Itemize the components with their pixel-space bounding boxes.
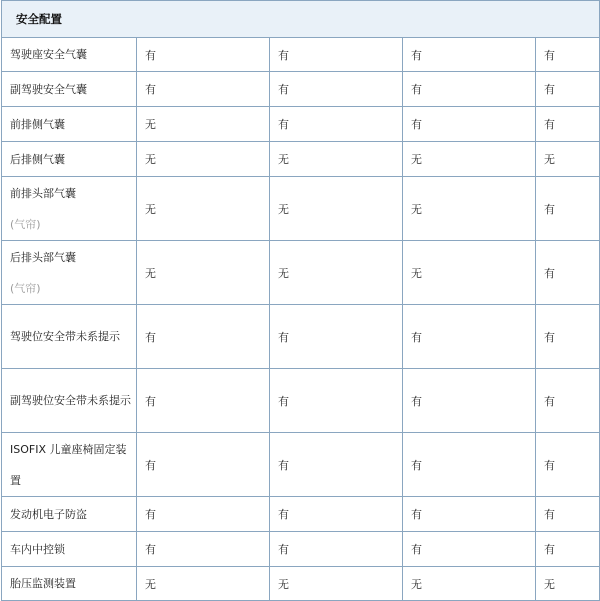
feature-name: 副驾驶位安全带未系提示	[10, 394, 131, 407]
value-cell: 有	[137, 305, 270, 369]
value-cell: 有	[403, 532, 536, 567]
value-cell: 无	[137, 177, 270, 241]
value-cell: 无	[270, 142, 403, 177]
value-cell: 有	[137, 532, 270, 567]
value-cell: 有	[536, 38, 600, 72]
table-row	[2, 241, 600, 305]
value-cell: 有	[536, 497, 600, 532]
feature-name-cell	[2, 305, 137, 369]
value-cell: 有	[536, 532, 600, 567]
value-cell: 有	[270, 532, 403, 567]
feature-name-cell	[2, 497, 137, 532]
feature-name-cell	[2, 567, 137, 601]
value-cell: 有	[270, 369, 403, 433]
value-cell: 无	[403, 241, 536, 305]
table-row	[2, 433, 600, 497]
value-cell: 有	[403, 497, 536, 532]
value-cell: 有	[403, 72, 536, 107]
section-title: 安全配置	[2, 1, 600, 38]
feature-name: 驾驶位安全带未系提示	[10, 330, 120, 343]
value-cell: 有	[403, 433, 536, 497]
value-cell: 有	[403, 107, 536, 142]
value-cell: 有	[270, 38, 403, 72]
feature-name: 后排侧气囊	[10, 152, 65, 166]
feature-name: 后排头部气囊	[10, 250, 76, 264]
value-cell: 有	[403, 305, 536, 369]
feature-name: 胎压监测装置	[10, 577, 76, 590]
value-cell: 有	[137, 72, 270, 107]
value-cell: 有	[403, 369, 536, 433]
value-cell: 无	[270, 177, 403, 241]
value-cell: 有	[536, 433, 600, 497]
table-row	[2, 305, 600, 369]
value-cell: 有	[270, 72, 403, 107]
feature-name-cell	[2, 433, 137, 497]
feature-name: 车内中控锁	[10, 542, 65, 556]
value-cell: 有	[403, 38, 536, 72]
table-row	[2, 497, 600, 532]
feature-name-cell	[2, 142, 137, 177]
value-cell: 无	[536, 142, 600, 177]
value-cell: 无	[270, 241, 403, 305]
feature-name-cell	[2, 72, 137, 107]
feature-name: 前排侧气囊	[10, 117, 65, 131]
feature-name-cell	[2, 532, 137, 567]
table-row	[2, 177, 600, 241]
table-row	[2, 38, 600, 72]
value-cell: 有	[536, 305, 600, 369]
feature-name: 前排头部气囊	[10, 186, 76, 200]
value-cell: 有	[137, 369, 270, 433]
value-cell: 无	[270, 567, 403, 601]
value-cell: 有	[536, 177, 600, 241]
value-cell: 有	[270, 305, 403, 369]
value-cell: 有	[137, 38, 270, 72]
value-cell: 有	[536, 107, 600, 142]
table-row	[2, 142, 600, 177]
value-cell: 无	[137, 241, 270, 305]
section-header-row	[2, 1, 600, 38]
value-cell: 无	[536, 567, 600, 601]
value-cell: 无	[137, 567, 270, 601]
feature-name: 驾驶座安全气囊	[10, 48, 87, 61]
feature-name: 副驾驶安全气囊	[10, 82, 87, 96]
value-cell: 无	[403, 567, 536, 601]
value-cell: 无	[137, 107, 270, 142]
table-row	[2, 532, 600, 567]
feature-name-cell	[2, 241, 137, 305]
value-cell: 有	[536, 241, 600, 305]
value-cell: 有	[270, 107, 403, 142]
feature-note: (气帘)	[10, 281, 41, 295]
feature-name: ISOFIX 儿童座椅固定装置	[10, 442, 127, 487]
value-cell: 有	[536, 72, 600, 107]
safety-config-table-container	[1, 0, 599, 601]
table-row	[2, 369, 600, 433]
value-cell: 有	[270, 497, 403, 532]
feature-name: 发动机电子防盗	[10, 507, 87, 521]
table-row	[2, 72, 600, 107]
table-row	[2, 107, 600, 142]
value-cell: 无	[403, 142, 536, 177]
value-cell: 有	[137, 433, 270, 497]
value-cell: 有	[270, 433, 403, 497]
value-cell: 无	[137, 142, 270, 177]
table-row	[2, 567, 600, 601]
value-cell: 有	[137, 497, 270, 532]
safety-config-table	[1, 0, 600, 601]
value-cell: 有	[536, 369, 600, 433]
table-body	[2, 38, 600, 601]
feature-name-cell	[2, 107, 137, 142]
value-cell: 无	[403, 177, 536, 241]
feature-name-cell	[2, 38, 137, 72]
feature-name-cell	[2, 177, 137, 241]
feature-note: (气帘)	[10, 217, 41, 231]
feature-name-cell	[2, 369, 137, 433]
